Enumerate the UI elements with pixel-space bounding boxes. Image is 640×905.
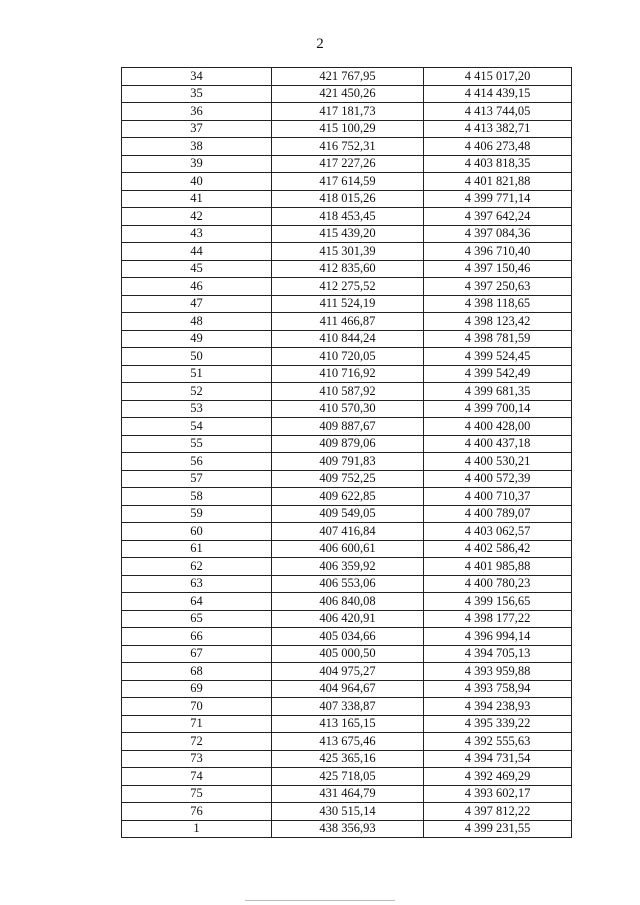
x-coordinate-cell: 411 524,19 [272, 295, 424, 313]
x-coordinate-cell: 425 365,16 [272, 750, 424, 768]
y-coordinate-cell: 4 399 771,14 [424, 190, 572, 208]
y-coordinate-cell: 4 394 238,93 [424, 698, 572, 716]
point-number-cell: 48 [122, 313, 272, 331]
table-row [122, 120, 572, 138]
y-coordinate-cell: 4 400 789,07 [424, 505, 572, 523]
y-coordinate-cell: 4 399 524,45 [424, 348, 572, 366]
point-number-cell: 40 [122, 173, 272, 191]
point-number-cell: 54 [122, 418, 272, 436]
x-coordinate-cell: 409 791,83 [272, 453, 424, 471]
x-coordinate-cell: 410 716,92 [272, 365, 424, 383]
table-row [122, 155, 572, 173]
x-coordinate-cell: 404 975,27 [272, 663, 424, 681]
x-coordinate-cell: 409 622,85 [272, 488, 424, 506]
y-coordinate-cell: 4 392 469,29 [424, 768, 572, 786]
x-coordinate-cell: 409 887,67 [272, 418, 424, 436]
point-number-cell: 50 [122, 348, 272, 366]
table-row [122, 663, 572, 681]
x-coordinate-cell: 421 767,95 [272, 68, 424, 86]
table-row [122, 278, 572, 296]
point-number-cell: 45 [122, 260, 272, 278]
y-coordinate-cell: 4 401 985,88 [424, 558, 572, 576]
y-coordinate-cell: 4 399 231,55 [424, 820, 572, 838]
table-row [122, 488, 572, 506]
x-coordinate-cell: 415 100,29 [272, 120, 424, 138]
point-number-cell: 34 [122, 68, 272, 86]
point-number-cell: 51 [122, 365, 272, 383]
point-number-cell: 37 [122, 120, 272, 138]
point-number-cell: 76 [122, 803, 272, 821]
y-coordinate-cell: 4 399 156,65 [424, 593, 572, 611]
point-number-cell: 73 [122, 750, 272, 768]
table-row [122, 260, 572, 278]
y-coordinate-cell: 4 400 437,18 [424, 435, 572, 453]
x-coordinate-cell: 421 450,26 [272, 85, 424, 103]
y-coordinate-cell: 4 398 781,59 [424, 330, 572, 348]
point-number-cell: 60 [122, 523, 272, 541]
table-row [122, 313, 572, 331]
x-coordinate-cell: 406 420,91 [272, 610, 424, 628]
table-row [122, 610, 572, 628]
point-number-cell: 67 [122, 645, 272, 663]
point-number-cell: 57 [122, 470, 272, 488]
x-coordinate-cell: 412 275,52 [272, 278, 424, 296]
y-coordinate-cell: 4 403 062,57 [424, 523, 572, 541]
y-coordinate-cell: 4 400 530,21 [424, 453, 572, 471]
y-coordinate-cell: 4 400 710,37 [424, 488, 572, 506]
y-coordinate-cell: 4 414 439,15 [424, 85, 572, 103]
table-row [122, 400, 572, 418]
table-row [122, 225, 572, 243]
y-coordinate-cell: 4 399 681,35 [424, 383, 572, 401]
y-coordinate-cell: 4 400 572,39 [424, 470, 572, 488]
y-coordinate-cell: 4 393 602,17 [424, 785, 572, 803]
x-coordinate-cell: 410 587,92 [272, 383, 424, 401]
y-coordinate-cell: 4 394 731,54 [424, 750, 572, 768]
x-coordinate-cell: 417 227,26 [272, 155, 424, 173]
y-coordinate-cell: 4 398 118,65 [424, 295, 572, 313]
table-row [122, 540, 572, 558]
table-row [122, 138, 572, 156]
table-row [122, 383, 572, 401]
point-number-cell: 71 [122, 715, 272, 733]
y-coordinate-cell: 4 393 758,94 [424, 680, 572, 698]
table-row [122, 523, 572, 541]
table-row [122, 470, 572, 488]
x-coordinate-cell: 406 359,92 [272, 558, 424, 576]
x-coordinate-cell: 407 338,87 [272, 698, 424, 716]
table-row [122, 768, 572, 786]
table-row [122, 715, 572, 733]
point-number-cell: 59 [122, 505, 272, 523]
x-coordinate-cell: 411 466,87 [272, 313, 424, 331]
point-number-cell: 39 [122, 155, 272, 173]
point-number-cell: 43 [122, 225, 272, 243]
x-coordinate-cell: 418 453,45 [272, 208, 424, 226]
point-number-cell: 61 [122, 540, 272, 558]
x-coordinate-cell: 418 015,26 [272, 190, 424, 208]
table-row [122, 785, 572, 803]
coordinates-table [121, 67, 572, 838]
y-coordinate-cell: 4 395 339,22 [424, 715, 572, 733]
table-row [122, 750, 572, 768]
point-number-cell: 69 [122, 680, 272, 698]
x-coordinate-cell: 416 752,31 [272, 138, 424, 156]
y-coordinate-cell: 4 398 123,42 [424, 313, 572, 331]
y-coordinate-cell: 4 397 150,46 [424, 260, 572, 278]
y-coordinate-cell: 4 398 177,22 [424, 610, 572, 628]
x-coordinate-cell: 415 301,39 [272, 243, 424, 261]
x-coordinate-cell: 410 570,30 [272, 400, 424, 418]
point-number-cell: 68 [122, 663, 272, 681]
x-coordinate-cell: 431 464,79 [272, 785, 424, 803]
point-number-cell: 41 [122, 190, 272, 208]
point-number-cell: 70 [122, 698, 272, 716]
table-row [122, 418, 572, 436]
table-row [122, 733, 572, 751]
table-row [122, 295, 572, 313]
y-coordinate-cell: 4 400 780,23 [424, 575, 572, 593]
y-coordinate-cell: 4 392 555,63 [424, 733, 572, 751]
y-coordinate-cell: 4 402 586,42 [424, 540, 572, 558]
point-number-cell: 62 [122, 558, 272, 576]
table-row [122, 803, 572, 821]
point-number-cell: 65 [122, 610, 272, 628]
table-row [122, 173, 572, 191]
y-coordinate-cell: 4 396 710,40 [424, 243, 572, 261]
table-row [122, 435, 572, 453]
point-number-cell: 64 [122, 593, 272, 611]
point-number-cell: 72 [122, 733, 272, 751]
x-coordinate-cell: 407 416,84 [272, 523, 424, 541]
x-coordinate-cell: 406 553,06 [272, 575, 424, 593]
point-number-cell: 58 [122, 488, 272, 506]
point-number-cell: 44 [122, 243, 272, 261]
table-row [122, 575, 572, 593]
x-coordinate-cell: 417 614,59 [272, 173, 424, 191]
point-number-cell: 66 [122, 628, 272, 646]
y-coordinate-cell: 4 396 994,14 [424, 628, 572, 646]
x-coordinate-cell: 405 034,66 [272, 628, 424, 646]
x-coordinate-cell: 410 844,24 [272, 330, 424, 348]
y-coordinate-cell: 4 401 821,88 [424, 173, 572, 191]
table-row [122, 698, 572, 716]
y-coordinate-cell: 4 399 700,14 [424, 400, 572, 418]
table-row [122, 558, 572, 576]
table-row [122, 103, 572, 121]
x-coordinate-cell: 406 600,61 [272, 540, 424, 558]
y-coordinate-cell: 4 400 428,00 [424, 418, 572, 436]
y-coordinate-cell: 4 415 017,20 [424, 68, 572, 86]
x-coordinate-cell: 417 181,73 [272, 103, 424, 121]
x-coordinate-cell: 404 964,67 [272, 680, 424, 698]
y-coordinate-cell: 4 399 542,49 [424, 365, 572, 383]
point-number-cell: 53 [122, 400, 272, 418]
y-coordinate-cell: 4 394 705,13 [424, 645, 572, 663]
y-coordinate-cell: 4 413 744,05 [424, 103, 572, 121]
x-coordinate-cell: 438 356,93 [272, 820, 424, 838]
table-row [122, 645, 572, 663]
point-number-cell: 49 [122, 330, 272, 348]
y-coordinate-cell: 4 397 642,24 [424, 208, 572, 226]
table-row [122, 330, 572, 348]
point-number-cell: 42 [122, 208, 272, 226]
table-row [122, 190, 572, 208]
y-coordinate-cell: 4 393 959,88 [424, 663, 572, 681]
y-coordinate-cell: 4 397 084,36 [424, 225, 572, 243]
x-coordinate-cell: 409 879,06 [272, 435, 424, 453]
table-row [122, 453, 572, 471]
table-row [122, 243, 572, 261]
point-number-cell: 63 [122, 575, 272, 593]
x-coordinate-cell: 406 840,08 [272, 593, 424, 611]
table-row [122, 820, 572, 838]
x-coordinate-cell: 415 439,20 [272, 225, 424, 243]
table-row [122, 505, 572, 523]
point-number-cell: 47 [122, 295, 272, 313]
table-row [122, 628, 572, 646]
y-coordinate-cell: 4 403 818,35 [424, 155, 572, 173]
x-coordinate-cell: 412 835,60 [272, 260, 424, 278]
x-coordinate-cell: 413 675,46 [272, 733, 424, 751]
table-row [122, 68, 572, 86]
table-row [122, 593, 572, 611]
x-coordinate-cell: 409 549,05 [272, 505, 424, 523]
y-coordinate-cell: 4 406 273,48 [424, 138, 572, 156]
page-number: 2 [316, 36, 324, 52]
x-coordinate-cell: 425 718,05 [272, 768, 424, 786]
x-coordinate-cell: 430 515,14 [272, 803, 424, 821]
point-number-cell: 38 [122, 138, 272, 156]
coordinates-table-body [122, 68, 572, 838]
point-number-cell: 46 [122, 278, 272, 296]
table-row [122, 365, 572, 383]
y-coordinate-cell: 4 397 250,63 [424, 278, 572, 296]
table-row [122, 85, 572, 103]
x-coordinate-cell: 410 720,05 [272, 348, 424, 366]
point-number-cell: 35 [122, 85, 272, 103]
point-number-cell: 1 [122, 820, 272, 838]
point-number-cell: 75 [122, 785, 272, 803]
scan-artifact-line [245, 900, 395, 901]
point-number-cell: 36 [122, 103, 272, 121]
y-coordinate-cell: 4 413 382,71 [424, 120, 572, 138]
x-coordinate-cell: 413 165,15 [272, 715, 424, 733]
table-row [122, 348, 572, 366]
point-number-cell: 55 [122, 435, 272, 453]
point-number-cell: 56 [122, 453, 272, 471]
point-number-cell: 52 [122, 383, 272, 401]
x-coordinate-cell: 405 000,50 [272, 645, 424, 663]
x-coordinate-cell: 409 752,25 [272, 470, 424, 488]
y-coordinate-cell: 4 397 812,22 [424, 803, 572, 821]
point-number-cell: 74 [122, 768, 272, 786]
table-row [122, 680, 572, 698]
table-row [122, 208, 572, 226]
